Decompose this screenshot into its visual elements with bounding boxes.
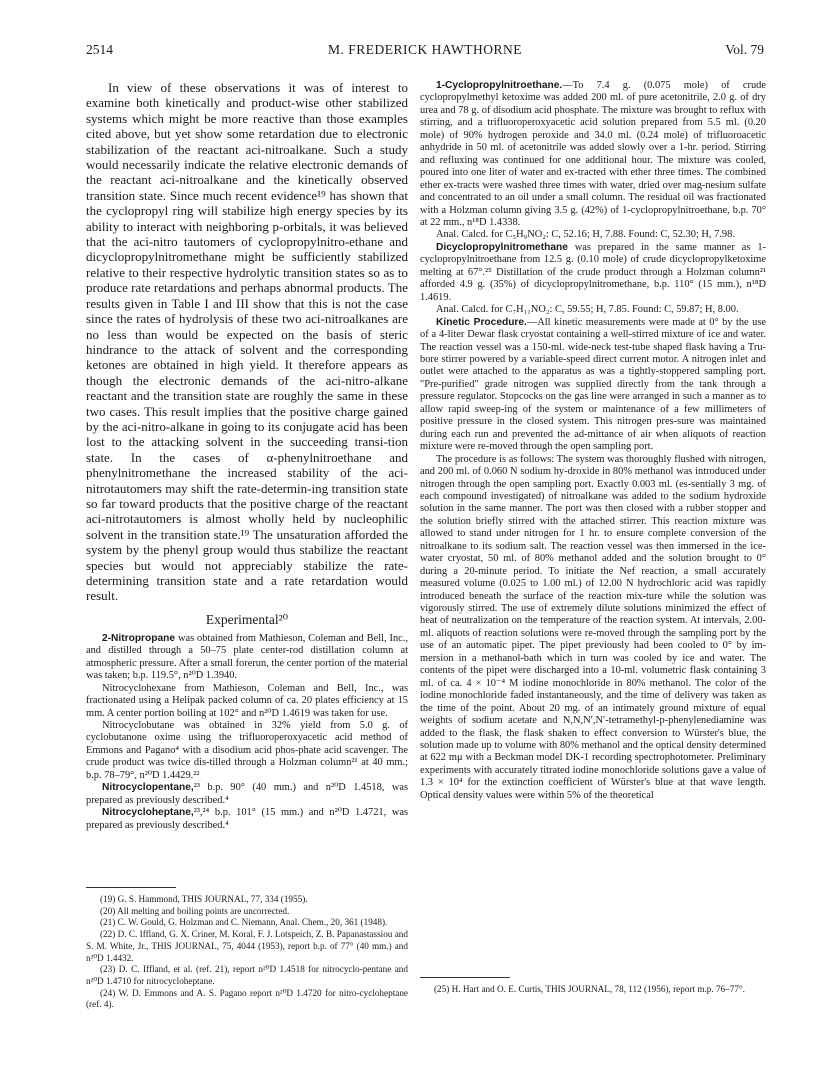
paragraph-text: —All kinetic measurements were made at 0° by the use of a 4-liter Dewar flask cryostat containing a well-stirred mixture of ice and water. The reaction vessel was a 150-ml. wide-neck test-tube shaped flask having a Tru-bore stirrer powered by a variable-speed direct current motor. A nitrogen inlet and outlet were attached to the apparatus as was a tightly-stoppered sampling port. "Pre-purified" grade nitrogen was supplied directly from the tank through a pressure regulator. Stopcocks on the gas line were arranged in such a manner as to allow rapid sweep-ing of the system or maintenance of a few millimeters of positive pressure in the closed system. This nitrogen pres-sure was maintained during each run and prevented the ad-mittance of air when aliquots of reaction mixture were re-moved through the open sampling port.	[420, 316, 766, 453]
experimental-paragraphs	[86, 633, 408, 832]
left-column	[86, 80, 408, 832]
paragraph	[86, 683, 408, 720]
footnote: (25) H. Hart and O. E. Curtis, THIS JOURNAL, 78, 112 (1956), report m.p. 76–77°.	[434, 984, 745, 994]
footnote: (23) D. C. Iffland, et al. (ref. 21), report n²⁰D 1.4518 for nitrocyclo-pentane and n²⁰D 1.4710 for nitrocycloheptane.	[86, 964, 408, 986]
compound-name: Dicyclopropylnitromethane	[436, 241, 568, 253]
paragraph-text: Anal. Calcd. for C₇H₁₁NO₂: C, 59.55; H, 7.85. Found: C, 59.87; H, 8.00.	[436, 304, 739, 316]
paragraph	[86, 720, 408, 782]
paragraph	[420, 317, 766, 454]
running-author: M. FREDERICK HAWTHORNE	[327, 42, 523, 57]
paragraph-text: was obtained from Mathieson, Coleman and Bell, Inc., and distilled through a 50–75 plate center-rod distillation column at atmospheric pressure. After a small forerun, the center portion of the material was taken; b.p. 119.5°, n²⁰D 1.3940.	[86, 632, 408, 682]
paragraph	[420, 454, 766, 803]
volume-label: Vol. 79	[725, 42, 764, 57]
right-paragraphs	[420, 80, 766, 802]
right-column	[420, 80, 766, 802]
footnote: (21) C. W. Gould, G. Holzman and C. Niemann, Anal. Chem., 20, 361 (1948).	[100, 917, 388, 928]
paragraph	[86, 782, 408, 807]
paragraph-text: Anal. Calcd. for C₅H₉NO₂: C, 52.16; H, 7.88. Found: C, 52.30; H, 7.98.	[436, 229, 735, 241]
compound-name: Nitrocycloheptane,	[102, 807, 194, 819]
paragraph	[420, 80, 766, 229]
footnote: (22) D. C. Iffland, G. X. Criner, M. Koral, F. J. Lotspeich, Z. B. Papanastassiou and S. M. White, Jr., THIS JOURNAL, 75, 4044 (1953), report b.p. of 77° (40 mm.) and n²⁰D 1.4432.	[86, 929, 408, 963]
compound-name: Kinetic Procedure.	[436, 316, 527, 328]
footnote-rule	[86, 887, 176, 888]
footnote: (20) All melting and boiling points are uncorrected.	[100, 905, 290, 916]
paragraph-text: Nitrocyclohexane from Mathieson, Coleman and Bell, Inc., was fractionated using a Helipak packed column of ca. 20 plates efficiency at 15 mm. A center portion boiling at 102° and n²⁰D 1.4619 was taken for use.	[86, 682, 408, 719]
compound-name: 1-Cyclopropylnitroethane.	[436, 80, 563, 91]
paragraph-text: Nitrocyclobutane was obtained in 32% yield from 5.0 g. of cyclobutanone oxime using the trifluoroperoxyacetic acid method of Emmons and Pagano⁴ with a disodium acid phos-phate acid scavenger. The crude product was twice dis-tilled through a Holzman column²¹ at 40 mm.; b.p. 78–79°, n²⁰D 1.4429.²²	[86, 719, 408, 781]
right-footnotes	[420, 970, 766, 996]
compound-name: Nitrocyclopentane,	[102, 782, 194, 794]
intro-paragraph: In view of these observations it was of interest to examine both kinetically and product-wise other stabilized systems which might be more reactive than those examples cited above, but yet show some retardation due to electronic stabilization of the reactant aci-nitroalkane. Such a study would necessarily indicate the relative electronic demands of the reactant aci-nitroalkane and the kinetically observed transition state. Since much recent evidence¹⁹ has shown that the cyclopropyl ring will stabilize high energy species by its ability to interact with neighboring p-orbitals, it was believed that the aci-nitro tautomers of cyclopropylnitro-ethane and dicyclopropylnitromethane might be sufficiently stabilized relative to their respective hydrolytic transition states so as to produce rate retardations and perhaps abnormal products. The results given in Table I and III show that this is not the case since the rates of hydrolysis of these two aci-nitroalkanes are no less than would be expected on the basis of steric hindrance to the attack of solvent and the corresponding ketones are obtained in high yield. It therefore appears as though the electronic demands of the aci-nitro-alkane reactant and the transition state are roughly the same in these two cases. This result implies that the positive charge gained by the aci-nitro-alkane in going to its conjugate acid has been lost to the attacking solvent in the succeeding transi-tion state. In the cases of α-phenylnitroethane and phenylnitromethane the increased stability of the aci-nitrotautomers may shift the rate-determin-ing transition state so far toward products that the positive charge of the reactant aci-nitrotautomers is almost wholly held by nucleophilic solvent in the transition state.¹⁹ The unsaturation afforded the system by the phenyl group would thus stabilize the reactant species but would not appreciably stabilize the rate-determining transition state and a rate retardation would result.	[86, 80, 408, 604]
paragraph-text: ²³,²⁴ b.p. 101° (15 mm.) and n²⁰D 1.4721, was prepared as previously described.⁴	[86, 807, 408, 831]
paragraph	[420, 229, 766, 241]
section-heading: Experimental²⁰	[205, 611, 289, 627]
paragraph-text: —To 7.4 g. (0.075 mole) of crude cyclopropylmethyl ketoxime was added 200 ml. of pure acetonitrile, 2.0 g. of dry urea and 78 g. of disodium acid phosphate. The mixture was brought to reflux with stirring, and a trifluoroperoxyacetic acid solution prepared from 5.5 ml. (0.20 mole) of 90% hydrogen peroxide and 34.0 ml. (0.24 mole) of trifluoroacetic anhydride in 50 ml. of acetonitrile was added slowly over a 1-hr. period. Stirring and refluxing was continued for one additional hour. The mixture was cooled, poured into one liter of water and ex-tracted with ether three times. The combined ether ex-tracts were washed three times with water, dried over mag-nesium sulfate and concentrated to an oil under a small column. The residual oil was fractionated with a Holzman column giving 3.5 g. (42%) of 1-cyclopropylnitroethane, b.p. 70° at 22 mm., n¹⁸D 1.4338.	[420, 80, 766, 228]
page-number: 2514	[86, 42, 113, 57]
paragraph-text: The procedure is as follows: The system was thoroughly flushed with nitrogen, and 200 ml. of 0.060 N sodium hy-droxide in 80% methanol was introduced under nitrogen through the open sampling port. Exactly 0.003 ml. (es-sentially 3 mg. of each compound investigated) of nitroalkane was added to the sodium hydroxide solution in the same manner. The port was then closed with a rubber stopper and the solution briefly stirred with the attached stirrer. This reaction mixture was allowed to stand under nitrogen for 1 hr. to ensure complete conversion of the nitroalkane to its sodium salt. The reaction vessel was then immersed in the ice-water cryostat, 50 ml. of 80% methanol added and the solution brought to 0° during a 20-minute period. To initiate the Nef reaction, a small accurately measured volume (0.025 to 1.00 ml.) of 12.00 N hydrochloric acid was rapidly introduced beneath the surface of the reaction mix-ture while the solution was vigorously stirred. The use of extremely dilute solutions minimized the effect of heat of neutralization on the temperature of the reaction system. At intervals, 2.00-ml. aliquots of reaction solutions were re-moved through the sampling port by the use of an automatic pipet. The pipet previously had been cooled to 0° by im-mersion in a methanol-bath which in turn was cooled by ice and water. The contents of the pipet were discharged into a 10-ml. volumetric flask containing 3 ml. of ca. 4 × 10⁻⁴ M iodine monochloride in 80% methanol. The color of the iodine monochloride faded instantaneously, and the time of delivery was taken as the time of the point. About 20 mg. of an intimately ground mixture of equal weights of sodium acetate and N,N,N′,N′-tetramethyl-p-phenylenediamine was added to the flask, the flask shaken to effect conversion to Würster's blue, the solution made up to volume with 80% methanol and the optical density determined at 622 mμ with a Beckman model DK-1 recording spectrophotometer. Preliminary experiments with accurately titrated iodine monochloride solutions gave a value of 1.3 × 10⁴ for the extinction coefficient of Würster's blue at that wave length. Optical density values were within 5% of the theoretical	[420, 453, 766, 801]
compound-name: 2-Nitropropane	[102, 632, 176, 644]
footnote: (19) G. S. Hammond, THIS JOURNAL, 77, 334 (1955).	[100, 894, 308, 904]
paragraph	[420, 304, 766, 316]
left-footnotes	[86, 880, 408, 1011]
paragraph	[420, 242, 766, 304]
footnote: (24) W. D. Emmons and A. S. Pagano report n²⁰D 1.4720 for nitro-cycloheptane (ref. 4).	[86, 987, 408, 1010]
paragraph-text: was prepared in the same manner as 1-cyclopropylnitroethane from 12.5 g. (0.10 mole) of crude dicyclopropylketoxime melting at 67°.²⁵ Distillation of the crude product through a Holzman column²¹ afforded 4.9 g. (35%) of dicyclopropylnitromethane, b.p. 110° (15 mm.), n¹⁸D 1.4619.	[420, 241, 766, 303]
page-header	[86, 42, 764, 62]
footnote-rule	[420, 977, 510, 978]
paragraph	[86, 807, 408, 832]
paragraph-text: ²³ b.p. 90° (40 mm.) and n²⁰D 1.4518, was prepared as previously described.⁴	[86, 782, 408, 806]
paragraph	[86, 633, 408, 683]
